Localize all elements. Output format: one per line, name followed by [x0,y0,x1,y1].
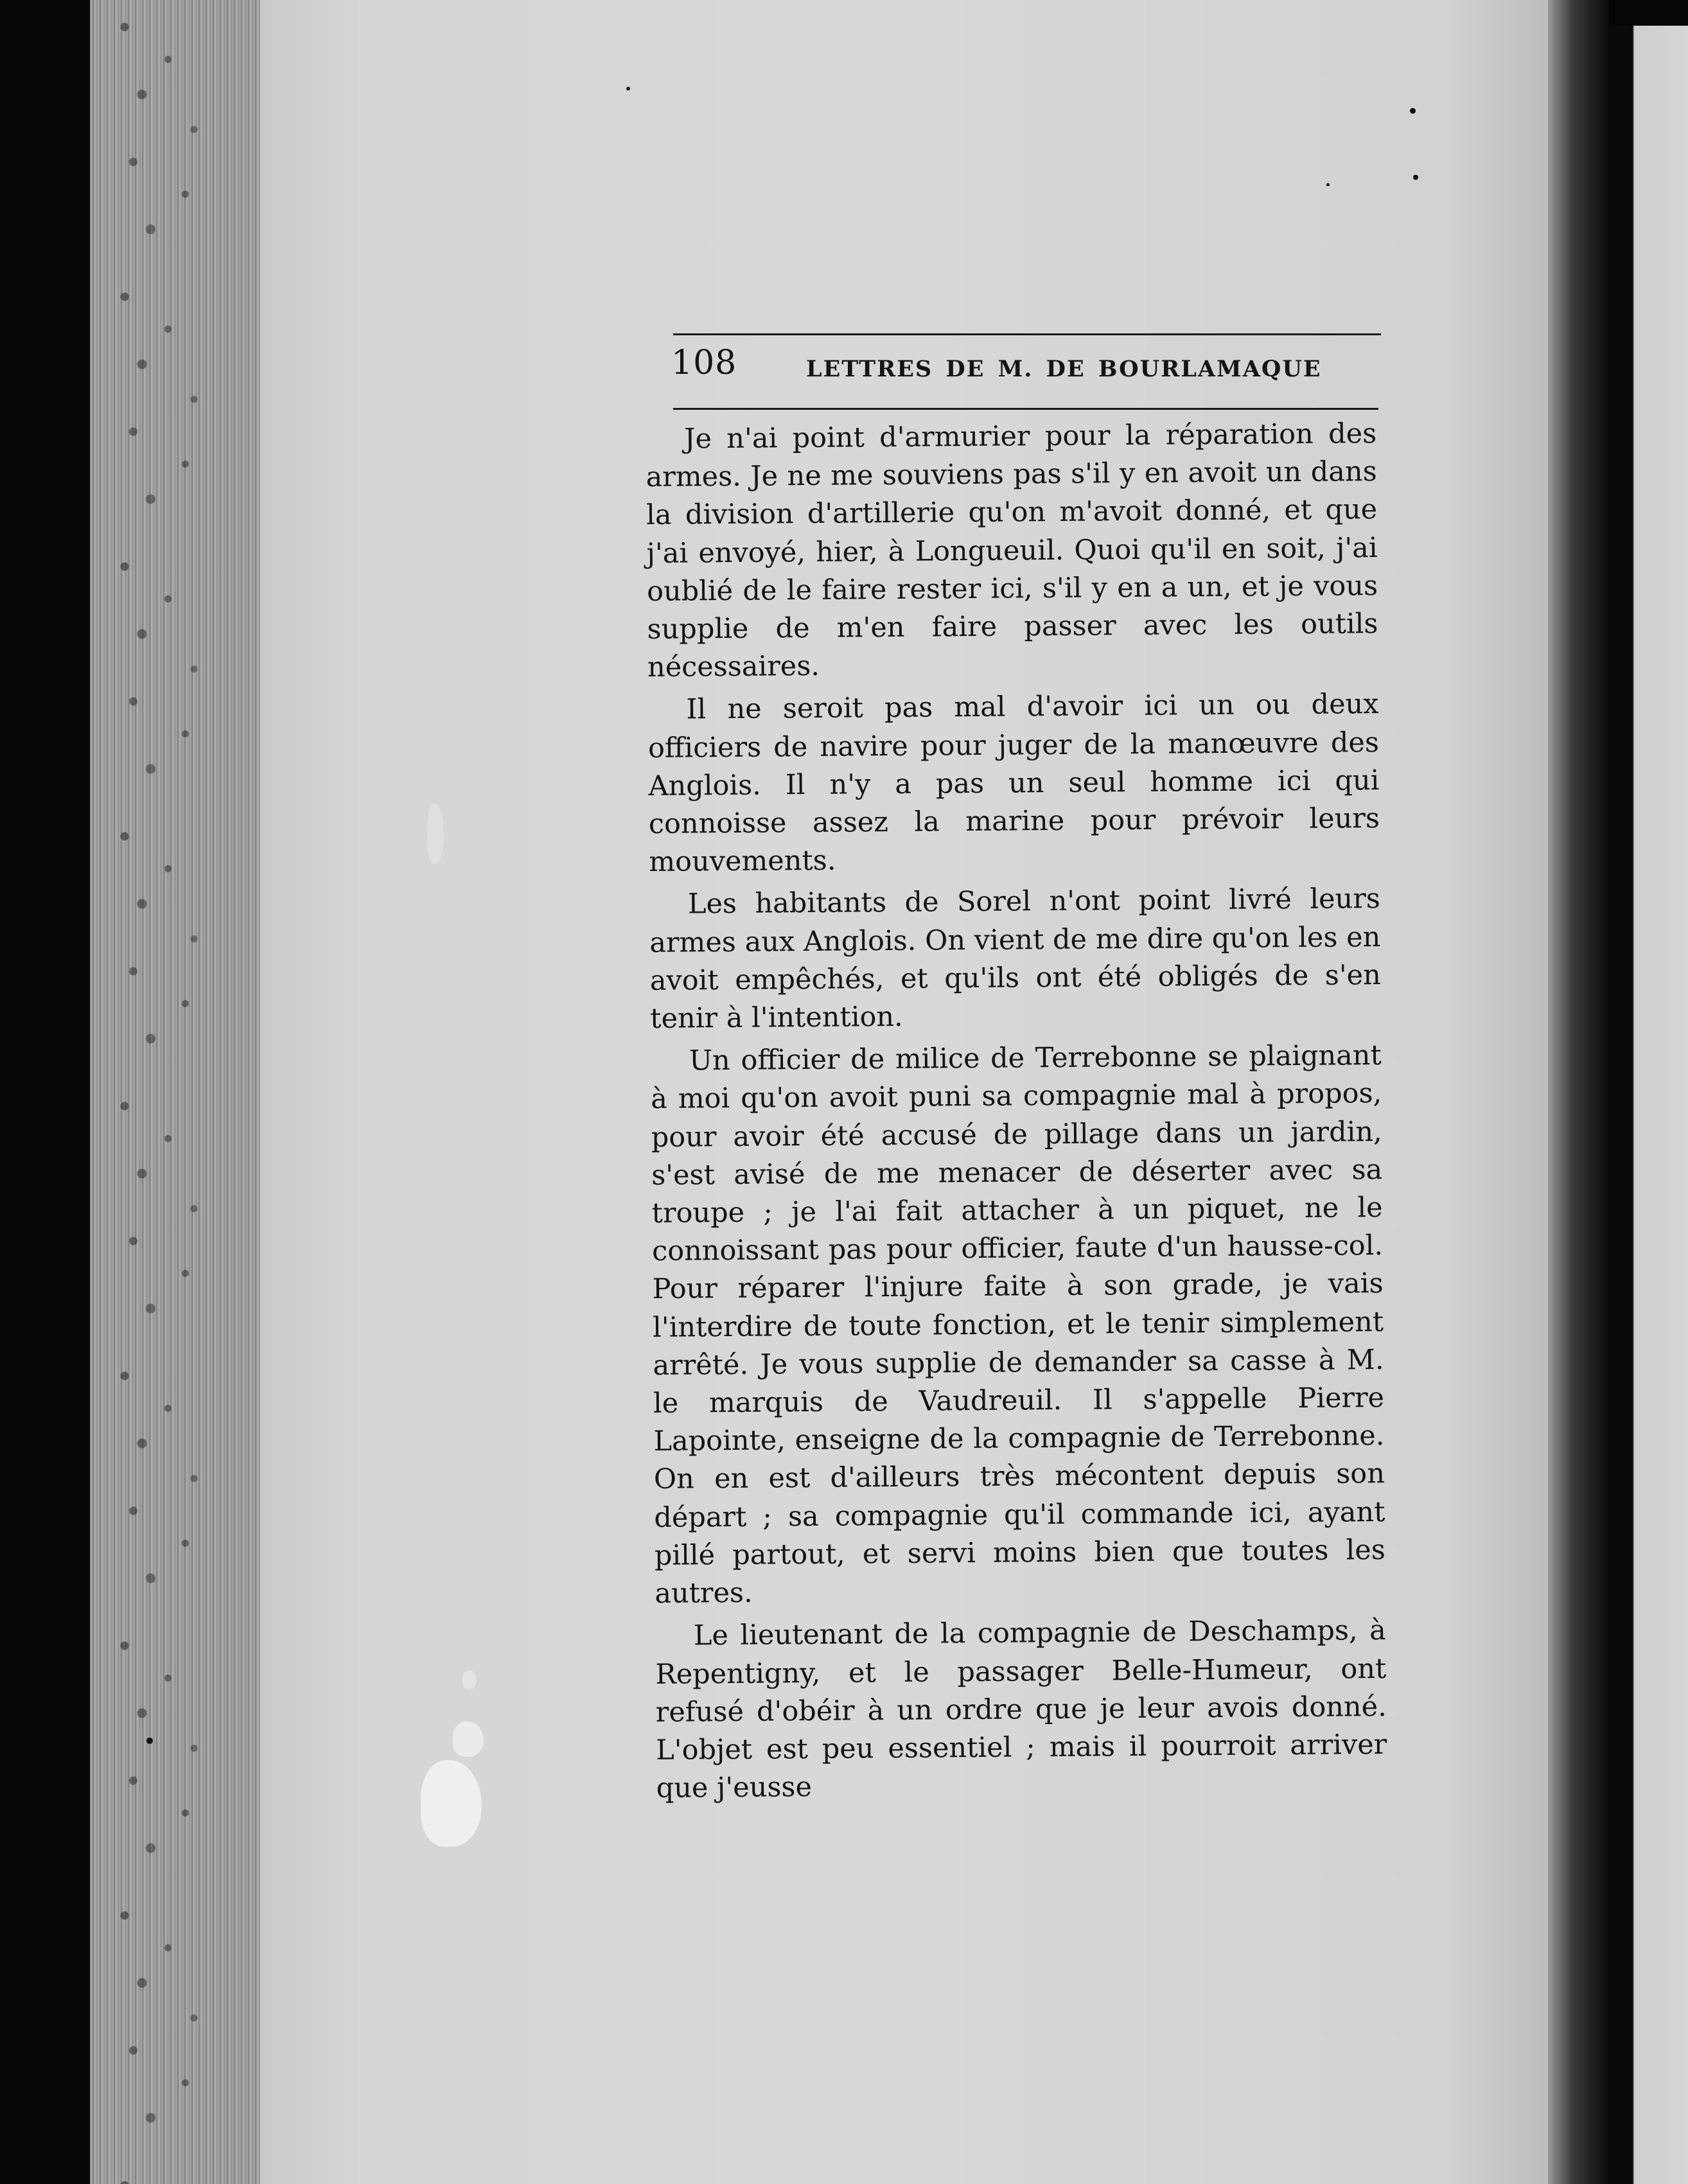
paper-blot [421,1760,482,1847]
dust-speck [1413,175,1418,180]
page-edge-stack [90,0,263,2184]
paper-blot [462,1670,477,1689]
paragraph: Un officier de milice de Terrebonne se plaignant à moi qu'on avoit puni sa compagnie mal à propos, pour avoir été accusé de pillage dans un jardin, s'est avisé de me menacer de déserter avec sa troupe ; je l'ai fait attacher à un piquet, ne le connoissant pas pour officier, faute d'un hausse-col. Pour réparer l'injure faite à son grade, je vais l'interdire de toute fonction, et le tenir simplement arrêté. Je vous supplie de demander sa casse à M. le marquis de Vaudreuil. Il s'appelle Pierre Lapointe, enseigne de la compagnie de Terrebonne. On en est d'ailleurs très mécontent depuis son départ ; sa compagnie qu'il commande ici, ayant pillé partout, et servi moins bien que toutes les autres. [651,1039,1386,1610]
dust-speck [146,1738,153,1744]
paper-blot [453,1722,484,1757]
dust-speck [626,87,630,91]
paper-blot [427,803,444,864]
book-gutter [1548,0,1609,2184]
facing-page-edge [1609,26,1688,2184]
dust-speck [1326,183,1330,186]
dust-speck [1410,108,1416,114]
page-number: 108 [671,344,737,382]
paragraph: Les habitants de Sorel n'ont point livré leurs armes aux Anglois. On vient de me dire qu'on les en avoit empêchés, et qu'ils ont été obligés de s'en tenir à l'intention. [649,883,1382,1035]
running-head [671,331,1378,395]
header-rule-bottom [673,408,1378,410]
body-text [646,415,1387,1808]
paragraph: Je n'ai point d'armurier pour la réparation des armes. Je ne me souviens pas s'il y en avoit un dans la division d'artillerie qu'on m'avoit donné, et que j'ai envoyé, hier, à Longueuil. Quoi qu'il en soit, j'ai oublié de le faire rester ici, s'il y en a un, et je vous supplie de m'en faire passer avec les outils nécessaires. [646,418,1378,684]
paragraph: Le lieutenant de la compagnie de Deschamps, à Repentigny, et le passager Belle-Humeur, ont refusé d'obéir à un ordre que je leur avois donné. L'objet est peu essentiel ; mais il pourroit arriver que j'eusse [655,1614,1387,1805]
running-title: LETTRES DE M. DE BOURLAMAQUE [806,356,1322,382]
paragraph: Il ne seroit pas mal d'avoir ici un ou deux officiers de navire pour juger de la manœuvre des Anglois. Il n'y a pas un seul homme ici qui connoisse assez la marine pour prévoir leurs mouvements. [647,688,1380,879]
